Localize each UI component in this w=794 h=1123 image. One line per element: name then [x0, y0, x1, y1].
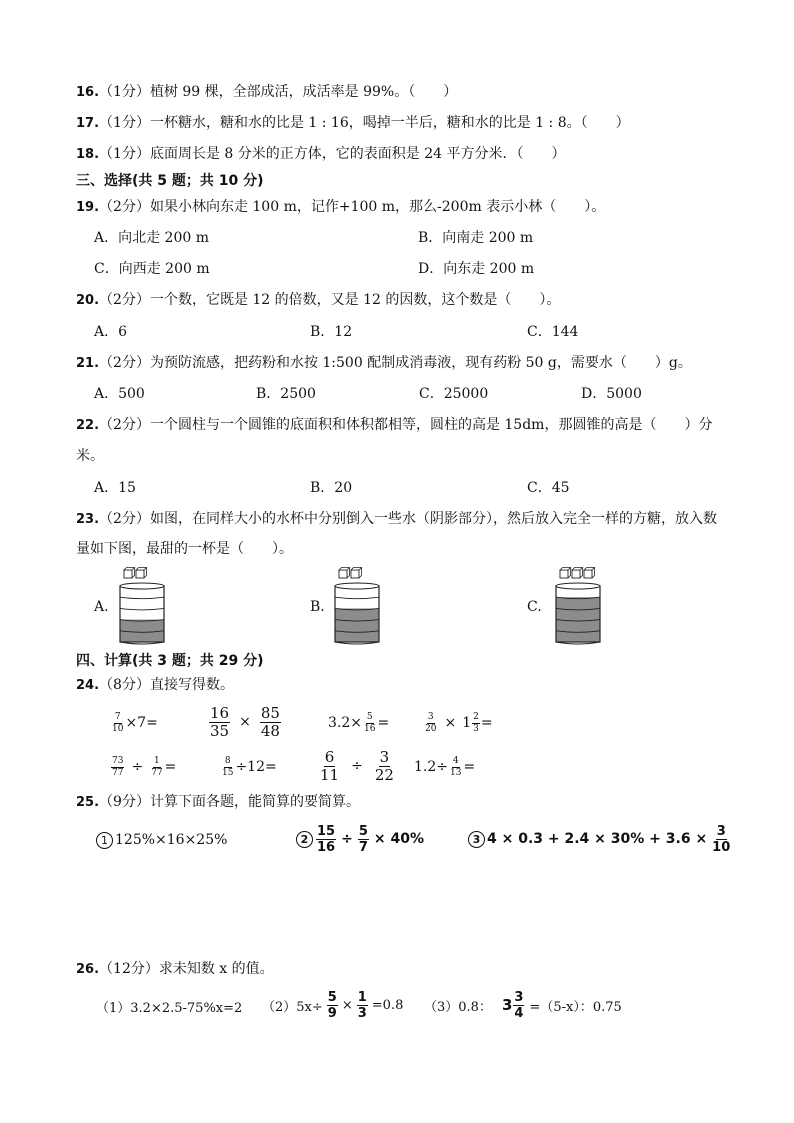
sugar-cube-icon	[339, 568, 350, 579]
option-a: A．15	[94, 480, 136, 496]
calc-item-7: $\frac{6}{11}$ ÷ $\frac{3}{22}$	[320, 747, 394, 784]
calc-item-1: $\frac{7}{10}$ ×7=	[112, 711, 158, 734]
question-text: 直接写得数。	[149, 677, 234, 693]
equation-1: （1）3.2×2.5-75%x=2	[96, 1000, 243, 1016]
question-score: （9分）	[99, 794, 150, 810]
question-score: （1分）	[99, 115, 150, 131]
question-text: 一个数，它既是 12 的倍数，又是 12 的因数，这个数是（ ）。	[149, 292, 561, 308]
water-fill	[120, 620, 164, 642]
option-c: C．144	[527, 324, 579, 340]
question-text: 为预防流感，把药粉和水按 1:500 配制成消毒液，现有药粉 50 g，需要水（ ）g。	[149, 355, 692, 371]
question-text: 一杯糖水，糖和水的比是 1 : 16，喝掉一半后，糖和水的比是 1 : 8。（ ）	[149, 115, 630, 131]
question-score: （12分）	[99, 961, 159, 977]
question-score: （1分）	[99, 146, 150, 162]
question-number: 17.	[76, 116, 100, 131]
question-number: 22.	[76, 418, 100, 433]
section-heading-calculation: 四、计算(共 3 题；共 29 分)	[76, 653, 264, 669]
section-heading-choice: 三、选择(共 5 题；共 10 分)	[76, 173, 264, 189]
sugar-cube-icon	[124, 568, 135, 579]
question-25	[76, 792, 360, 813]
cup-rim	[335, 583, 379, 589]
equation-2: （2）5x÷ $\frac{5}{9}$ × $\frac{1}{3}$ =0.8	[262, 989, 404, 1021]
calc-item-6: $\frac{8}{15}$ ÷12=	[222, 755, 277, 778]
water-fill	[556, 597, 600, 642]
question-17	[76, 113, 630, 134]
level-line	[335, 597, 379, 599]
question-18	[76, 144, 565, 165]
simplify-item-1: 1 125%×16×25%	[96, 827, 227, 853]
calc-item-3: 3.2× $\frac{5}{16}$ =	[328, 711, 390, 734]
option-d: D．向东走 200 m	[418, 261, 535, 277]
question-text: 底面周长是 8 分米的正方体，它的表面积是 24 平方分米．（ ）	[149, 146, 566, 162]
calc-item-2: $\frac{16}{35}$ × $\frac{85}{48}$	[210, 703, 280, 740]
sugar-cube-icon	[136, 568, 147, 579]
question-score: （8分）	[99, 677, 150, 693]
question-26	[76, 959, 274, 980]
cup-rim	[120, 583, 164, 589]
option-c: C．25000	[419, 386, 489, 402]
question-text: 植树 99 棵，全部成活，成活率是 99%。（ ）	[149, 84, 458, 100]
question-20	[76, 290, 560, 311]
question-text: 计算下面各题，能简算的要简算。	[149, 794, 360, 810]
option-b-label: B.	[310, 599, 325, 615]
question-score: （2分）	[99, 417, 150, 433]
cup-c-figure	[550, 566, 606, 648]
simplify-item-3: 3 4 × 0.3 + 2.4 × 30% + 3.6 × $\frac{3}{10}$	[468, 820, 732, 858]
sugar-cube-icon	[572, 568, 583, 579]
calc-item-8: 1.2÷ $\frac{4}{13}$ =	[414, 755, 476, 778]
simplify-item-2: 2 $\frac{15}{16}$ ÷ $\frac{5}{7}$ × 40%	[296, 820, 424, 858]
question-23-continued: 量如下图，最甜的一杯是（ ）。	[76, 541, 293, 557]
option-b: B．12	[310, 324, 353, 340]
calc-item-4: $\frac{3}{20}$ × 1 $\frac{2}{3}$ =	[425, 711, 493, 734]
question-number: 18.	[76, 147, 100, 162]
cup-rim	[556, 583, 600, 589]
cup-b-figure	[331, 566, 383, 648]
water-fill	[335, 608, 379, 642]
sugar-cube-icon	[351, 568, 362, 579]
question-score: （2分）	[99, 355, 150, 371]
question-number: 21.	[76, 356, 100, 371]
calc-item-5: $\frac{73}{77}$ ÷ $\frac{1}{77}$ =	[112, 755, 177, 778]
question-score: （2分）	[99, 511, 150, 527]
question-number: 19.	[76, 200, 100, 215]
option-c: C．45	[527, 480, 570, 496]
option-c-label: C.	[527, 599, 542, 615]
option-b: B．向南走 200 m	[418, 230, 534, 246]
option-b: B．20	[310, 480, 353, 496]
question-text: 如图，在同样大小的水杯中分别倒入一些水（阴影部分），然后放入完全一样的方糖，放入数	[149, 511, 717, 527]
question-16	[76, 82, 457, 103]
question-number: 24.	[76, 678, 100, 693]
sugar-cube-icon	[560, 568, 571, 579]
question-score: （1分）	[99, 84, 150, 100]
option-d: D．5000	[581, 386, 642, 402]
level-line	[120, 597, 164, 599]
question-22	[76, 415, 712, 436]
option-b: B．2500	[256, 386, 316, 402]
question-number: 16.	[76, 85, 100, 100]
sugar-cube-icon	[584, 568, 595, 579]
question-text: 求未知数 x 的值。	[158, 961, 274, 977]
level-line	[120, 608, 164, 610]
question-number: 26.	[76, 962, 100, 977]
equation-3: （3）0.8： 3 $\frac{3}{4}$ =（5-x）：0.75	[424, 989, 622, 1021]
option-a: A．500	[94, 386, 145, 402]
question-number: 23.	[76, 512, 100, 527]
question-23	[76, 509, 717, 530]
question-19	[76, 197, 605, 218]
question-number: 25.	[76, 795, 100, 810]
question-24	[76, 675, 234, 696]
question-text: 一个圆柱与一个圆锥的底面积和体积都相等，圆柱的高是 15dm，那圆锥的高是（ ）分	[149, 417, 713, 433]
cup-a-figure	[116, 566, 168, 648]
question-score: （2分）	[99, 199, 150, 215]
question-21	[76, 353, 692, 374]
question-score: （2分）	[99, 292, 150, 308]
option-a: A．向北走 200 m	[94, 230, 210, 246]
question-22-continued: 米。	[76, 448, 104, 464]
question-number: 20.	[76, 293, 100, 308]
option-a-label: A.	[94, 599, 109, 615]
question-text: 如果小林向东走 100 m，记作+100 m，那么-200m 表示小林（ ）。	[149, 199, 606, 215]
option-c: C．向西走 200 m	[94, 261, 210, 277]
option-a: A．6	[94, 324, 128, 340]
